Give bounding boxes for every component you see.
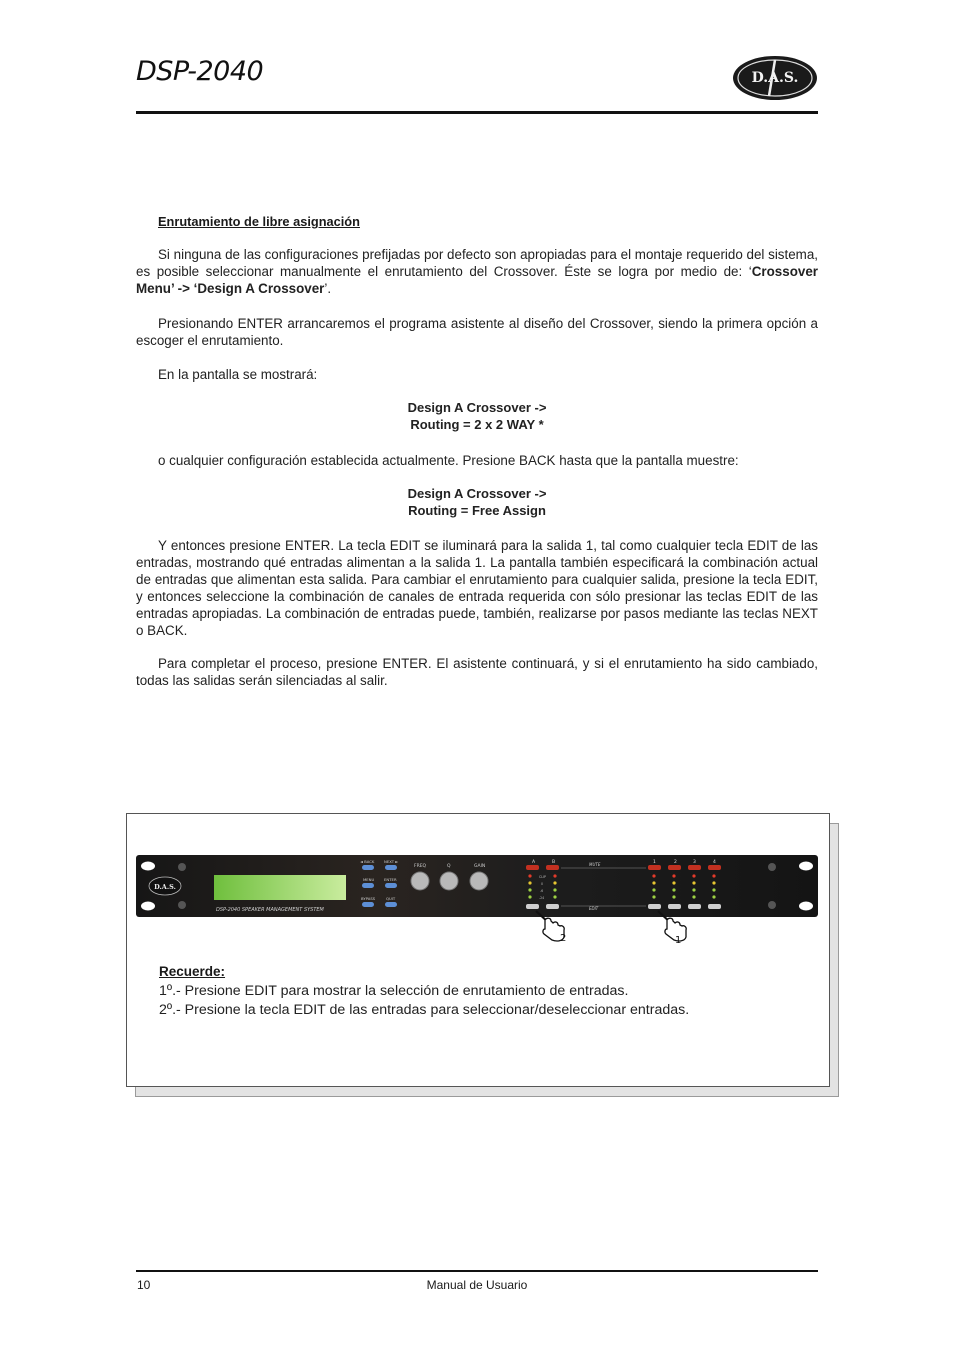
note-step-1: 1º.- Presione EDIT para mostrar la selección de enrutamiento de entradas. <box>159 983 629 999</box>
input-b-mute <box>546 865 559 870</box>
svg-text:FREQ: FREQ <box>414 864 427 869</box>
rack-slot <box>799 862 813 871</box>
input-a-mute <box>526 865 539 870</box>
footer-rule <box>136 1270 818 1272</box>
svg-text:GAIN: GAIN <box>474 864 486 869</box>
paragraph-enter: Presionando ENTER arrancaremos el programa asistente al diseño del Crossover, siendo la primera opción a escoger el enrutamiento. <box>136 316 818 348</box>
svg-text:0: 0 <box>541 882 544 886</box>
footer-manual-title: Manual de Usuario <box>426 1278 528 1292</box>
rack-slot <box>141 902 155 911</box>
hand-number-2: 2 <box>560 933 567 943</box>
screen-display-2 <box>136 485 818 519</box>
screen-display-1 <box>136 399 818 433</box>
paragraph-screen-intro: En la pantalla se mostrará: <box>158 367 318 382</box>
header-rule <box>136 111 818 114</box>
svg-text:2: 2 <box>674 860 677 865</box>
svg-text:-24: -24 <box>539 896 545 900</box>
svg-text:BYPASS: BYPASS <box>361 896 376 901</box>
screw-icon <box>178 863 186 871</box>
document-title: DSP-2040 <box>136 56 264 87</box>
q-knob <box>440 872 458 890</box>
paragraph-edit: Y entonces presione ENTER. La tecla EDIT se iluminará para la salida 1, tal como cualquier tecla EDIT de las entradas, mostrando qué entradas alimentan a la salida 1. La pantalla también especificará la combinación actual de entradas que alimentan esta salida. Para cambiar el enrutamiento para cualquier salida, presione la tecla EDIT, y entonces seleccione la combinación de canales de entrada requerida con sólo presionar las teclas EDIT de las entradas apropiadas. La combinación de entradas puede, también, realizarse por pasos mediante las teclas NEXT o BACK. <box>136 538 818 638</box>
menu-path-design-a-crossover: Design A Crossover <box>197 281 325 296</box>
svg-text:A: A <box>532 860 536 865</box>
model-label: DSP-2040 SPEAKER MANAGEMENT SYSTEM <box>216 907 324 913</box>
pointing-hand-icon <box>655 907 693 943</box>
lcd-display <box>214 875 346 900</box>
output-2-mute <box>668 865 681 870</box>
back-button <box>362 865 374 870</box>
svg-text:NEXT ►: NEXT ► <box>384 859 399 864</box>
svg-text:1: 1 <box>653 860 656 865</box>
next-button <box>385 865 397 870</box>
menu-path-crossover-menu: Crossover Menu <box>136 264 818 296</box>
paragraph-intro: Si ninguna de las configuraciones prefijadas por defecto son apropiadas para el montaje requerido del sistema, es posible seleccionar manualmente el enrutamiento del Crossover. Éste se logra por medio de: ‘Crossover Menu’ -> ‘Design A Crossover’. <box>136 247 818 296</box>
screw-icon <box>768 863 776 871</box>
rack-slot <box>141 862 155 871</box>
menu-button <box>362 883 374 888</box>
recuerde-heading: Recuerde: <box>159 964 226 979</box>
page-number: 10 <box>137 1278 151 1292</box>
paragraph-complete: Para completar el proceso, presione ENTER. El asistente continuará, y si el enrutamiento ha sido cambiado, todas las salidas serán silenciadas al salir. <box>136 656 818 688</box>
screen-line: Design A Crossover -> <box>407 400 547 415</box>
hand-number-1: 1 <box>675 935 682 943</box>
svg-text:Q: Q <box>447 864 451 869</box>
output-1-mute <box>648 865 661 870</box>
svg-text:CLIP: CLIP <box>539 875 546 879</box>
svg-text:MUTE: MUTE <box>589 862 601 867</box>
screw-icon <box>178 901 186 909</box>
svg-text:D.A.S.: D.A.S. <box>154 883 176 891</box>
note-step-2: 2º.- Presione la tecla EDIT de las entradas para seleccionar/deseleccionar entradas. <box>159 1002 690 1018</box>
rack-slot <box>799 902 813 911</box>
freq-knob <box>411 872 429 890</box>
screen-line: Design A Crossover -> <box>407 486 547 501</box>
svg-text:ENTER: ENTER <box>384 877 397 882</box>
svg-text:◄ BACK: ◄ BACK <box>360 859 375 864</box>
section-heading: Enrutamiento de libre asignación <box>158 214 360 229</box>
paragraph-back: o cualquier configuración establecida actualmente. Presione BACK hasta que la pantalla muestre: <box>158 453 739 468</box>
pointing-hand-icon <box>533 907 571 943</box>
screen-line: Routing = 2 x 2 WAY * <box>410 417 544 432</box>
svg-text:4: 4 <box>713 860 716 865</box>
output-4-edit-button <box>708 904 721 909</box>
svg-text:EDIT: EDIT <box>589 906 599 911</box>
svg-text:B: B <box>552 860 556 865</box>
output-4-mute <box>708 865 721 870</box>
enter-button <box>385 883 397 888</box>
svg-text:3: 3 <box>693 860 696 865</box>
svg-text:MENU: MENU <box>363 877 375 882</box>
screw-icon <box>768 901 776 909</box>
das-logo <box>731 54 819 102</box>
gain-knob <box>470 872 488 890</box>
quit-button <box>385 902 397 907</box>
svg-text:-6: -6 <box>540 889 544 893</box>
bypass-button <box>362 902 374 907</box>
screen-line: Routing = Free Assign <box>408 503 546 518</box>
svg-text:QUIT: QUIT <box>386 896 396 901</box>
output-3-mute <box>688 865 701 870</box>
logo-text: D.A.S. <box>751 70 799 86</box>
dsp-front-panel <box>136 855 818 917</box>
